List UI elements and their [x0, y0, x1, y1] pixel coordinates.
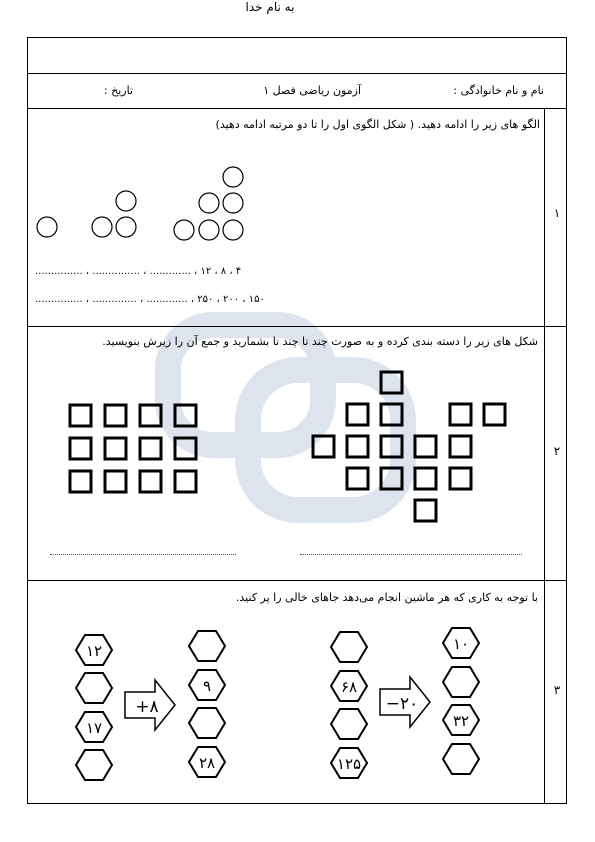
hex-value: ۶۸ [340, 678, 358, 696]
exam-title: آزمون ریاضی فصل ۱ [263, 84, 361, 97]
hex-value: ۹ [202, 677, 212, 695]
right-machine-operation: −۲۰ [385, 694, 419, 714]
question-number-1: ۱ [553, 206, 561, 220]
q1-sequence-2: ۱۵۰ ، ۲۰۰ ، ۲۵۰ ، ............. ، .............. ، ............... [35, 294, 265, 305]
left-machine-outputs [189, 631, 225, 777]
right-machine-arrow [380, 677, 430, 727]
right-machine-outputs [443, 628, 479, 774]
hex-value: ۱۲۵ [336, 755, 362, 773]
q1-sequence-1: ۴ ، ۸ ، ۱۲ ، ............. ، ............... ، ............... [35, 266, 242, 277]
question-number-2: ۲ [553, 444, 561, 458]
left-machine-inputs [76, 635, 112, 780]
q2-instruction: شکل های زیر را دسته بندی کرده و به صورت چند تا چند تا بشمارید و جمع آن را زیرش بنویسید. [102, 335, 538, 348]
question-number-3: ۳ [553, 683, 561, 697]
left-machine-operation: +۸ [135, 697, 159, 717]
hex-value: ۱۷ [85, 719, 103, 737]
date-label: تاریخ : [103, 84, 133, 97]
hex-value: ۲۸ [198, 754, 216, 772]
hex-value: ۳۲ [452, 712, 470, 730]
page-title: به نام خدا [245, 0, 295, 14]
right-machine-inputs [331, 632, 367, 778]
q1-instruction: الگو های زیر را ادامه دهید. ( شکل الگوی اول را تا دو مرتبه ادامه دهید) [215, 118, 540, 131]
left-machine-arrow [125, 680, 175, 730]
student-name-label: نام و نام خانوادگی : [453, 84, 544, 97]
q3-instruction: با توجه به کاری که هر ماشین انجام می‌دهد جاهای خالی را پر کنید. [235, 591, 538, 604]
hex-value: ۱۲ [85, 642, 103, 660]
hex-value: ۱۰ [452, 635, 470, 653]
